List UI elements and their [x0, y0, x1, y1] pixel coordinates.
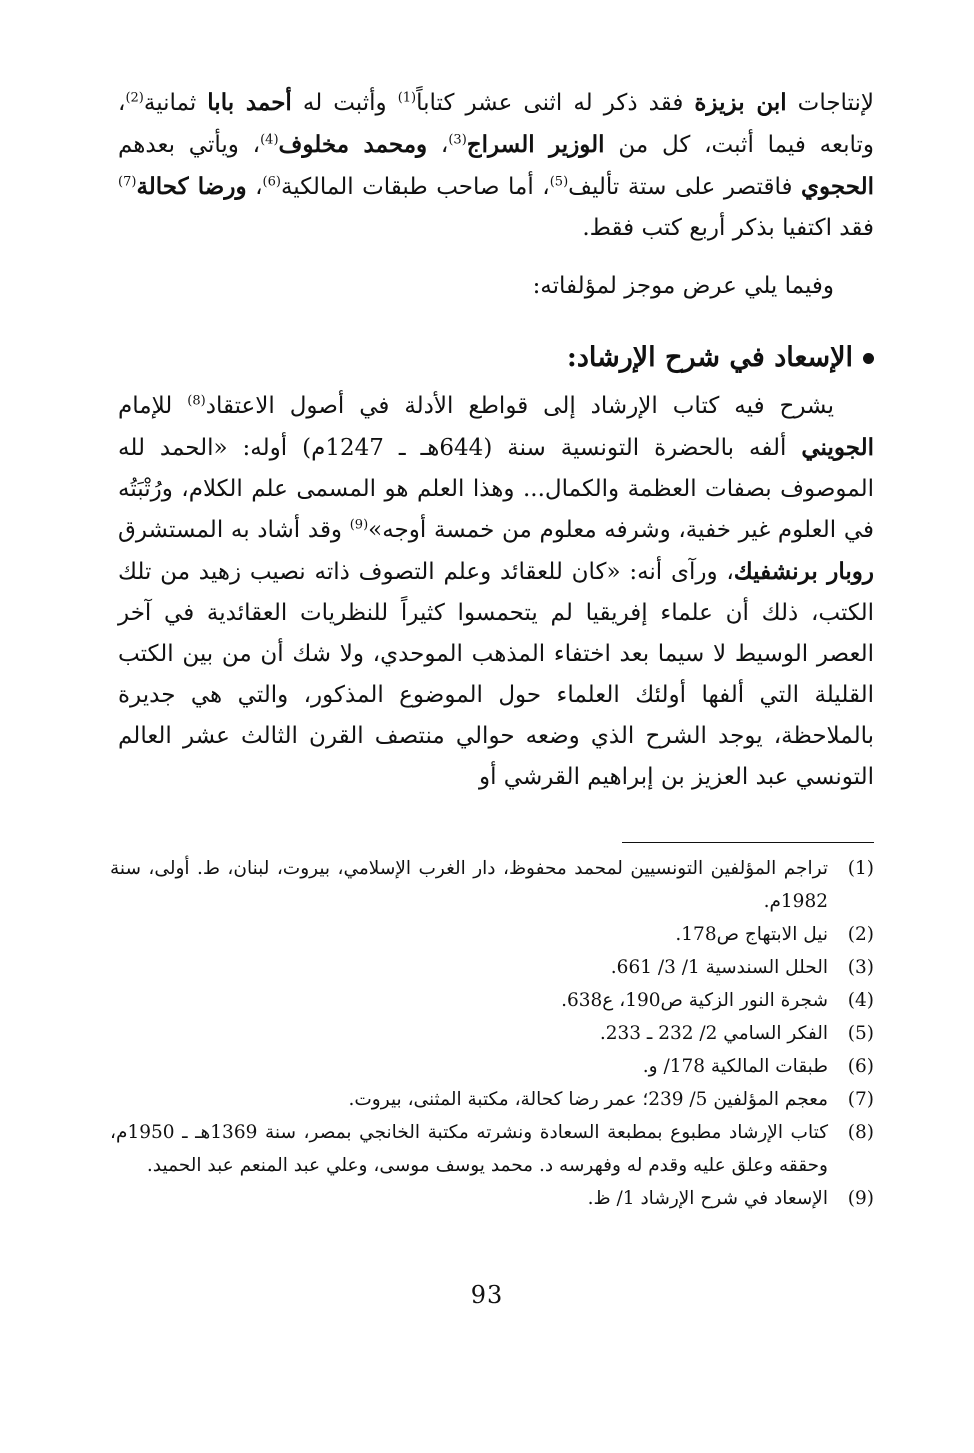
paragraph-authors-count: [118, 82, 874, 256]
text-run: ألفه بالحضرة التونسية سنة (644هـ ـ 1247م) أوله: «الحمد لله الموصوف بصفات العظمة والكمال... وهذا العلم هو المسمى علم الكلام، ورُتْبَتُه في العلوم غير خفية، وشرفه معلوم من خمسة أوجه»: [118, 435, 874, 543]
bullet-icon: [863, 353, 874, 364]
intro-line: وفيما يلي عرض موجز لمؤلفاته:: [532, 273, 834, 299]
footnote-text: شجرة النور الزكية ص190، ع638.: [561, 990, 828, 1011]
footnote-ref-6[interactable]: (6): [262, 174, 281, 190]
text-run: فقد اكتفيا بذكر أربع كتب فقط.: [582, 215, 874, 241]
text-run: فاقتصر على ستة تأليف: [568, 174, 802, 200]
footnote-ref-2[interactable]: (2): [125, 90, 144, 106]
footnote-text: الفكر السامي 2/ 232 ـ 233.: [599, 1023, 828, 1044]
name-ibn-bazizah: ابن بزيزة: [694, 89, 787, 116]
text-run: ، أما صاحب طبقات المالكية: [280, 174, 550, 200]
footnote-item: [110, 1017, 874, 1050]
footnote-number: (3): [847, 957, 874, 978]
paragraph-isaad-description: [118, 386, 874, 836]
footnote-item: [110, 1182, 874, 1215]
text-run: لإنتاجات: [786, 90, 875, 116]
footnote-text: نيل الابتهاج ص178.: [675, 924, 828, 945]
footnotes-list: [110, 852, 874, 1215]
footnote-number: (7): [847, 1089, 874, 1110]
text-run: وأثبت له: [291, 90, 398, 116]
text-run: ،: [246, 174, 263, 200]
name-rida-kahhala: ورضا كحالة: [136, 173, 247, 200]
text-run: ، وتابعه فيما أثبت، كل من: [118, 90, 874, 158]
section-heading-text: الإسعاد في شرح الإرشاد:: [566, 342, 853, 373]
footnote-number: (2): [847, 924, 874, 945]
footnote-text: كتاب الإرشاد مطبوع بمطبعة السعادة ونشرته مكتبة الخانجي بمصر، سنة 1369هـ ـ 1950م، وحققه وعلق عليه وقدم له وفهرسه د. محمد يوسف موسى، وعلي عبد المنعم عبد الحميد.: [110, 1122, 828, 1176]
footnote-item: [110, 984, 874, 1017]
footnote-divider: [622, 842, 874, 843]
name-brunschvig: روبار برنشفيك: [733, 558, 874, 585]
footnote-text: معجم المؤلفين 5/ 239؛ عمر رضا كحالة، مكتبة المثنى، بيروت.: [348, 1089, 828, 1110]
text-run: فقد ذكر له اثنى عشر كتاباً: [416, 90, 695, 116]
footnote-text: تراجم المؤلفين التونسيين لمحمد محفوظ، دار الغرب الإسلامي، بيروت، لبنان، ط. أولى، سنة 1982م.: [110, 858, 828, 912]
footnote-ref-9[interactable]: (9): [349, 517, 369, 533]
name-muhammad-makhluf: ومحمد مخلوف: [278, 131, 428, 158]
footnote-ref-1[interactable]: (1): [397, 90, 417, 106]
name-ahmad-baba: أحمد بابا: [207, 89, 292, 116]
footnote-ref-7[interactable]: (7): [118, 174, 137, 190]
footnote-text: الحلل السندسية 1/ 3/ 661.: [610, 957, 828, 978]
text-run: ،: [427, 132, 449, 158]
footnote-ref-8[interactable]: (8): [187, 393, 206, 409]
section-heading: [118, 336, 874, 380]
footnote-number: (4): [847, 990, 874, 1011]
text-run: ، ويأتي بعدهم: [118, 132, 261, 158]
name-juwayni: الجويني: [801, 434, 874, 461]
text-run: وقد أشاد به المستشرق: [118, 517, 350, 543]
footnote-number: (8): [847, 1122, 874, 1143]
footnote-item: [110, 1050, 874, 1083]
text-run: للإمام: [118, 393, 188, 419]
name-wazir-sarraj: الوزير السراج: [466, 131, 605, 158]
footnote-ref-5[interactable]: (5): [549, 174, 569, 190]
footnote-item: [110, 1116, 874, 1182]
name-hajwi: الحجوي: [801, 173, 875, 200]
footnote-number: (9): [847, 1188, 874, 1209]
footnote-item: [110, 918, 874, 951]
footnote-ref-4[interactable]: (4): [260, 132, 279, 148]
text-run: ثمانية: [143, 90, 208, 116]
footnote-item: [110, 852, 874, 918]
footnote-number: (5): [847, 1023, 874, 1044]
footnote-text: الإسعاد في شرح الإرشاد 1/ ظ.: [587, 1188, 828, 1209]
footnote-text: طبقات المالكية 178/ و.: [642, 1056, 828, 1077]
footnote-number: (6): [847, 1056, 874, 1077]
footnote-ref-3[interactable]: (3): [448, 132, 467, 148]
footnote-number: (1): [847, 858, 874, 879]
page-number: 93: [470, 1281, 504, 1309]
text-run: ، ورآى أنه: «كان للعقائد وعلم التصوف ذاته نصيب زهيد من تلك الكتب، ذلك أن علماء إفريقيا لم يتحمسوا كثيراً للنظريات العقائدية في آخر العصر الوسيط لا سيما بعد اختفاء المذهب الموحدي، ولا شك أن من بين الكتب القليلة التي ألفها أولئك العلماء حول الموضوع المذكور، والتي هي جديرة بالملاحظة، يوجد الشرح الذي وضعه حوالي منتصف القرن الثالث عشر العالم التونسي عبد العزيز بن إبراهيم القرشي أو: [118, 559, 874, 790]
text-run: يشرح فيه كتاب الإرشاد إلى قواطع الأدلة في أصول الاعتقاد: [205, 393, 834, 419]
footnote-item: [110, 1083, 874, 1116]
footnote-item: [110, 951, 874, 984]
